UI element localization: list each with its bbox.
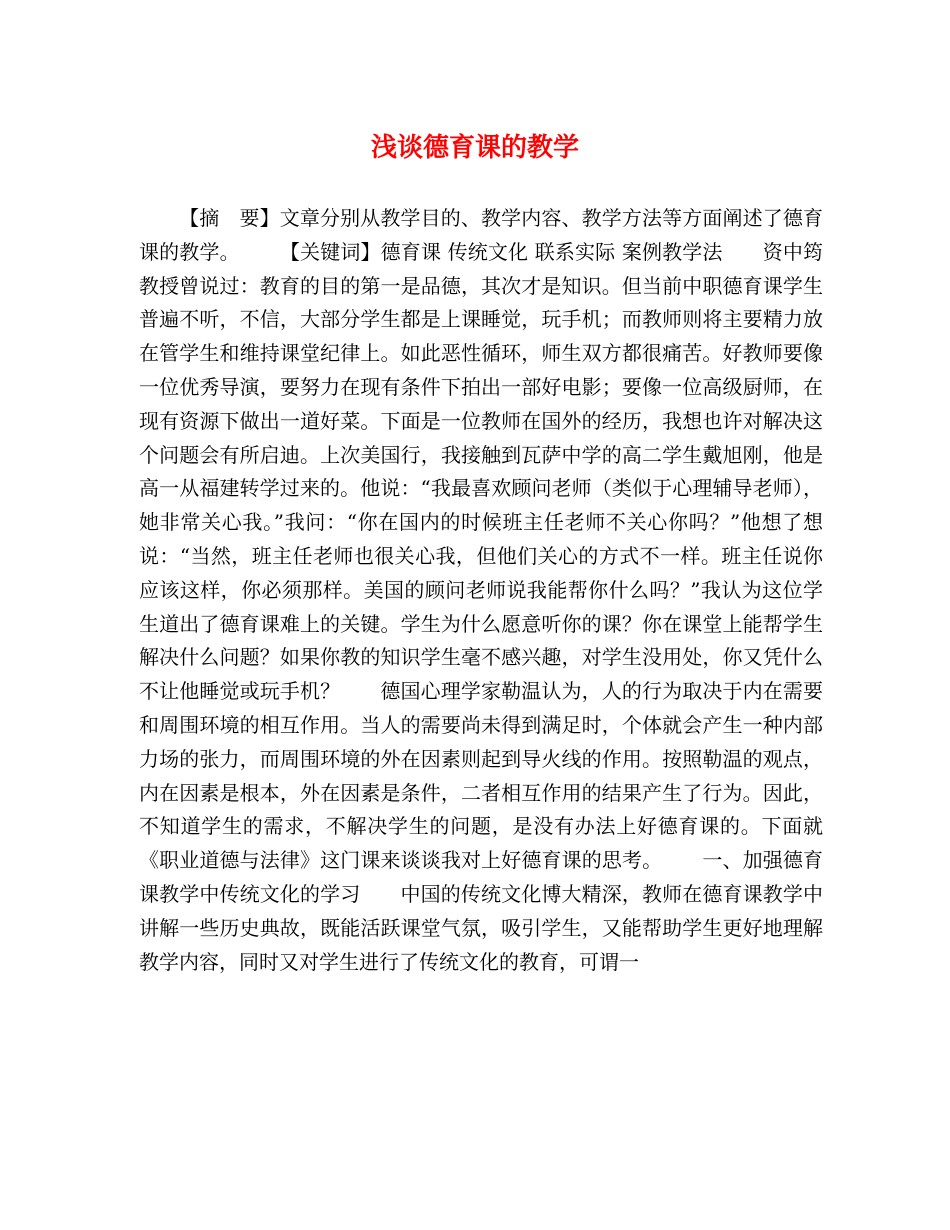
abstract-label: 【摘 要】 (179, 206, 280, 230)
document-body (139, 202, 823, 979)
document-title: 浅谈德育课的教学 (370, 133, 579, 163)
paragraph-1: 资中筠教授曾说过：教育的目的第一是品德，其次才是知识。但当前中职德育课学生普遍不听，不信，大部分学生都是上课睡觉，玩手机；而教师则将主要精力放在管学生和维持课堂纪律上。如此恶性循环，师生双方都很痛苦。好教师要像一位优秀导演，要努力在现有条件下拍出一部好电影；要像一位高级厨师，在现有资源下做出一道好菜。下面是一位教师在国外的经历，我想也许对解决这个问题会有所启迪。上次美国行，我接触到瓦萨中学的高二学生戴旭刚，他是高一从福建转学过来的。他说：“我最喜欢顾问老师（类似于心理辅导老师），她非常关心我。”我问：“你在国内的时候班主任老师不关心你吗？”他想了想说：“当然，班主任老师也很关心我，但他们关心的方式不一样。班主任说你应该这样，你必须那样。美国的顾问老师说我能帮你什么吗？”我认为这位学生道出了德育课难上的关键。学生为什么愿意听你的课？你在课堂上能帮学生解决什么问题？如果你教的知识学生毫不感兴趣，对学生没用处，你又凭什么不让他睡觉或玩手机？ (139, 239, 824, 704)
abstract-text: 文章分别从教学目的、教学内容、教学方法等方面阐述了德育课的教学。 (139, 206, 823, 264)
keywords-text: 德育课 传统文化 联系实际 案例教学法 (380, 239, 723, 264)
paragraph-3: 中国的传统文化博大精深，教师在德育课教学中讲解一些历史典故，既能活跃课堂气氛，吸引学生，又能帮助学生更好地理解教学内容，同时又对学生进行了传统文化的教育，可谓一 (139, 881, 823, 974)
paragraph-2: 德国心理学家勒温认为，人的行为取决于内在需要和周围环境的相互作用。当人的需要尚未得到满足时，个体就会产生一种内部力场的张力，而周围环境的外在因素则起到导火线的作用。按照勒温的观点，内在因素是根本，外在因素是条件，二者相互作用的结果产生了行为。因此，不知道学生的需求，不解决学生的问题，是没有办法上好德育课的。下面就《职业道德与法律》这门课来谈谈我对上好德育课的思考。 (139, 679, 823, 873)
section-1-heading: 一、加强德育课教学中传统文化的学习 (139, 848, 823, 906)
keywords-label: 【关键词】 (279, 239, 381, 264)
